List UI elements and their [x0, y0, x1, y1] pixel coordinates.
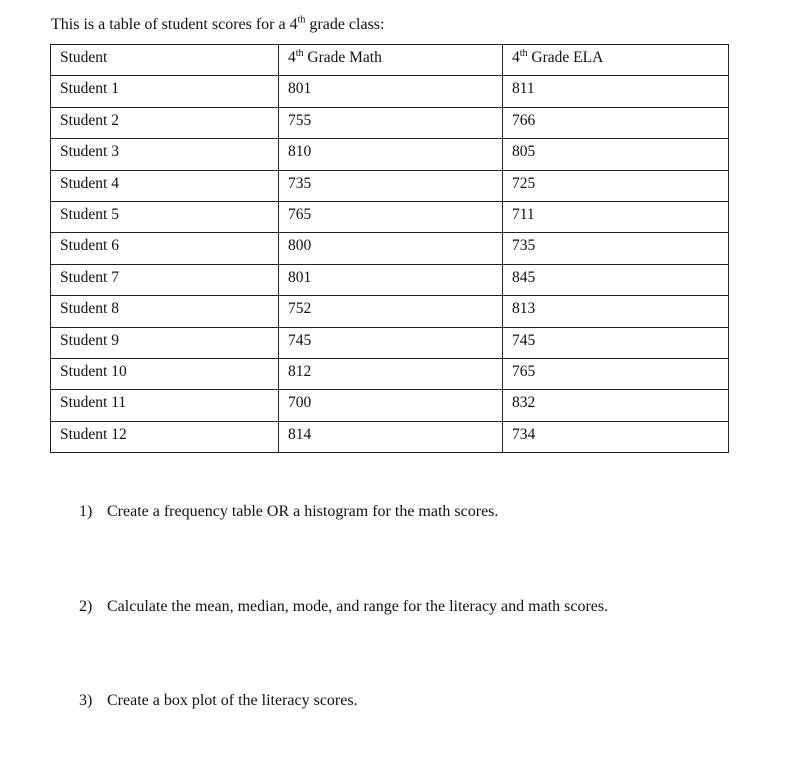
ela-score-cell [503, 421, 729, 452]
question-1 [79, 502, 498, 522]
header-ela-superscript: th [519, 47, 528, 59]
ela-score-cell [503, 201, 729, 232]
student-cell [51, 107, 279, 138]
student-name: Student 1 [60, 80, 119, 98]
ela-score-cell [503, 76, 729, 107]
ela-score: 813 [512, 300, 536, 318]
header-ela [503, 45, 729, 76]
table-row [51, 76, 729, 107]
math-score-cell [279, 107, 503, 138]
student-name: Student 10 [60, 362, 127, 380]
student-name: Student 11 [60, 394, 127, 412]
question-number: 3) [79, 692, 93, 709]
student-name: Student 4 [60, 174, 119, 192]
question-text: Create a box plot of the literacy scores. [107, 692, 358, 709]
ela-score-cell [503, 264, 729, 295]
math-score: 810 [288, 143, 312, 161]
table-row [51, 390, 729, 421]
math-score: 765 [288, 205, 312, 223]
ela-score-cell [503, 390, 729, 421]
math-score-cell [279, 139, 503, 170]
ela-score: 766 [512, 111, 536, 129]
math-score: 752 [288, 300, 312, 318]
ela-score: 745 [512, 331, 536, 349]
math-score-cell [279, 264, 503, 295]
student-cell [51, 76, 279, 107]
ela-score: 734 [512, 425, 536, 443]
math-score-cell [279, 76, 503, 107]
math-score: 735 [288, 174, 312, 192]
math-score-cell [279, 358, 503, 389]
table-row [51, 264, 729, 295]
table-row [51, 201, 729, 232]
table-row [51, 296, 729, 327]
question-2 [79, 597, 608, 617]
ela-score-cell [503, 327, 729, 358]
math-score: 801 [288, 80, 312, 98]
student-cell [51, 170, 279, 201]
question-number: 2) [79, 598, 93, 615]
header-student-label: Student [60, 49, 108, 66]
ela-score-cell [503, 139, 729, 170]
math-score-cell [279, 201, 503, 232]
ela-score: 725 [512, 174, 536, 192]
student-cell [51, 139, 279, 170]
intro-text-after: grade class: [305, 16, 385, 33]
student-name: Student 8 [60, 300, 119, 318]
student-cell [51, 233, 279, 264]
student-cell [51, 201, 279, 232]
table-header-row [51, 45, 729, 76]
question-text: Create a frequency table OR a histogram for the math scores. [107, 503, 499, 520]
ela-score-cell [503, 107, 729, 138]
student-name: Student 12 [60, 425, 127, 443]
math-score: 800 [288, 237, 312, 255]
student-name: Student 7 [60, 268, 119, 286]
ela-score: 805 [512, 143, 536, 161]
student-cell [51, 296, 279, 327]
ela-score: 711 [512, 205, 535, 223]
math-score-cell [279, 421, 503, 452]
question-3 [79, 691, 358, 711]
question-text: Calculate the mean, median, mode, and range for the literacy and math scores. [107, 598, 609, 615]
table-row [51, 358, 729, 389]
header-ela-label: Grade ELA [527, 49, 604, 66]
student-name: Student 5 [60, 205, 119, 223]
header-math-superscript: th [295, 47, 304, 59]
student-cell [51, 390, 279, 421]
student-name: Student 9 [60, 331, 119, 349]
student-cell [51, 358, 279, 389]
question-number: 1) [79, 503, 93, 520]
ela-score: 832 [512, 394, 536, 412]
table-row [51, 107, 729, 138]
ela-score: 735 [512, 237, 536, 255]
table-row [51, 170, 729, 201]
math-score-cell [279, 390, 503, 421]
scores-table [50, 44, 729, 453]
intro-text-superscript: th [297, 14, 306, 26]
ela-score-cell [503, 233, 729, 264]
ela-score: 765 [512, 362, 536, 380]
math-score-cell [279, 233, 503, 264]
ela-score: 845 [512, 268, 536, 286]
table-row [51, 327, 729, 358]
student-name: Student 3 [60, 143, 119, 161]
header-ela-prefix: 4 [512, 49, 520, 66]
math-score: 801 [288, 268, 312, 286]
math-score: 755 [288, 111, 312, 129]
student-name: Student 2 [60, 111, 119, 129]
math-score-cell [279, 170, 503, 201]
header-math [279, 45, 503, 76]
table-row [51, 139, 729, 170]
header-math-prefix: 4 [288, 49, 296, 66]
student-name: Student 6 [60, 237, 119, 255]
math-score: 812 [288, 362, 312, 380]
student-cell [51, 327, 279, 358]
math-score-cell [279, 327, 503, 358]
header-math-label: Grade Math [303, 49, 382, 66]
header-student [51, 45, 279, 76]
ela-score: 811 [512, 80, 535, 98]
math-score-cell [279, 296, 503, 327]
intro-text [51, 15, 384, 35]
ela-score-cell [503, 170, 729, 201]
intro-text-before: This is a table of student scores for a 4 [51, 16, 298, 33]
math-score: 745 [288, 331, 312, 349]
math-score: 814 [288, 425, 312, 443]
table-row [51, 233, 729, 264]
ela-score-cell [503, 358, 729, 389]
ela-score-cell [503, 296, 729, 327]
student-cell [51, 421, 279, 452]
table-row [51, 421, 729, 452]
math-score: 700 [288, 394, 312, 412]
student-cell [51, 264, 279, 295]
